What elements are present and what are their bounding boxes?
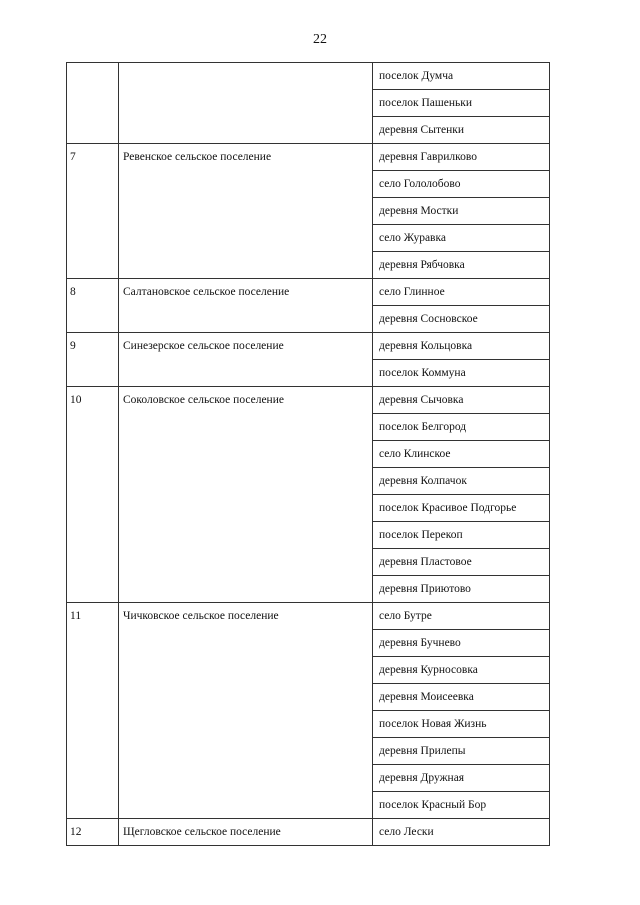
- locality-cell: [373, 549, 550, 576]
- locality-name: поселок Думча: [379, 70, 454, 82]
- locality-cell: [373, 306, 550, 333]
- row-number: 12: [70, 826, 82, 838]
- locality-cell: [373, 171, 550, 198]
- settlement-name: [119, 63, 372, 89]
- locality-cell: [373, 198, 550, 225]
- locality-name: деревня Рябчовка: [379, 259, 465, 271]
- table-row: [67, 63, 550, 90]
- locality-cell: [373, 576, 550, 603]
- locality-cell: [373, 738, 550, 765]
- row-number-cell: [67, 333, 119, 387]
- settlement-name-cell: [119, 333, 373, 387]
- locality-cell: [373, 684, 550, 711]
- table-row: [67, 144, 550, 171]
- locality-name: деревня Приютово: [379, 583, 471, 595]
- locality-cell: [373, 603, 550, 630]
- row-number: 9: [70, 340, 76, 352]
- settlement-name: Ревенское сельское поселение: [123, 151, 272, 163]
- settlements-table: [66, 62, 550, 846]
- row-number-cell: [67, 387, 119, 603]
- locality-name: деревня Курносовка: [379, 664, 478, 676]
- row-number: 7: [70, 151, 76, 163]
- locality-name: деревня Сытенки: [379, 124, 464, 136]
- locality-name: село Бутре: [379, 610, 432, 622]
- locality-cell: [373, 414, 550, 441]
- locality-cell: [373, 144, 550, 171]
- settlement-name-cell: [119, 387, 373, 603]
- locality-name: деревня Колпачок: [379, 475, 467, 487]
- locality-cell: [373, 657, 550, 684]
- locality-cell: [373, 387, 550, 414]
- row-number-cell: [67, 144, 119, 279]
- table-row: [67, 819, 550, 846]
- settlement-name: Щегловское сельское поселение: [123, 826, 281, 838]
- settlement-name: Чичковское сельское поселение: [123, 610, 279, 622]
- locality-cell: [373, 360, 550, 387]
- locality-name: деревня Прилепы: [379, 745, 466, 757]
- locality-cell: [373, 495, 550, 522]
- row-number: 11: [70, 610, 82, 622]
- locality-cell: [373, 468, 550, 495]
- locality-name: поселок Белгород: [379, 421, 467, 433]
- settlements-table-body: [67, 63, 550, 846]
- row-number: [67, 63, 118, 89]
- settlement-name: Салтановское сельское поселение: [123, 286, 290, 298]
- row-number-cell: [67, 819, 119, 846]
- locality-name: деревня Мостки: [379, 205, 459, 217]
- locality-name: село Клинское: [379, 448, 451, 460]
- locality-cell: [373, 252, 550, 279]
- settlement-name-cell: [119, 63, 373, 144]
- locality-name: поселок Красивое Подгорье: [379, 502, 517, 514]
- locality-name: поселок Красный Бор: [379, 799, 487, 811]
- row-number-cell: [67, 603, 119, 819]
- locality-name: село Глинное: [379, 286, 445, 298]
- table-row: [67, 279, 550, 306]
- locality-name: деревня Кольцовка: [379, 340, 473, 352]
- locality-cell: [373, 63, 550, 90]
- page-number: 22: [313, 32, 327, 47]
- settlement-name: Синезерское сельское поселение: [123, 340, 284, 352]
- locality-cell: [373, 333, 550, 360]
- row-number: 10: [70, 394, 82, 406]
- locality-name: деревня Гаврилково: [379, 151, 477, 163]
- table-row: [67, 603, 550, 630]
- locality-name: деревня Сосновское: [379, 313, 478, 325]
- locality-cell: [373, 819, 550, 846]
- locality-name: деревня Пластовое: [379, 556, 472, 568]
- locality-name: село Гололобово: [379, 178, 461, 190]
- row-number: 8: [70, 286, 76, 298]
- locality-name: деревня Моисеевка: [379, 691, 474, 703]
- locality-cell: [373, 441, 550, 468]
- locality-cell: [373, 711, 550, 738]
- locality-name: поселок Пашеньки: [379, 97, 472, 109]
- table-row: [67, 387, 550, 414]
- locality-cell: [373, 117, 550, 144]
- locality-cell: [373, 765, 550, 792]
- settlement-name-cell: [119, 603, 373, 819]
- locality-name: поселок Коммуна: [379, 367, 466, 379]
- locality-cell: [373, 792, 550, 819]
- locality-name: деревня Бучнево: [379, 637, 461, 649]
- locality-cell: [373, 630, 550, 657]
- table-row: [67, 333, 550, 360]
- locality-cell: [373, 522, 550, 549]
- locality-name: село Лески: [379, 826, 434, 838]
- settlement-name-cell: [119, 279, 373, 333]
- locality-name: поселок Новая Жизнь: [379, 718, 487, 730]
- locality-name: деревня Дружная: [379, 772, 465, 784]
- locality-cell: [373, 225, 550, 252]
- row-number-cell: [67, 63, 119, 144]
- locality-name: деревня Сычовка: [379, 394, 464, 406]
- settlement-name: Соколовское сельское поселение: [123, 394, 284, 406]
- settlement-name-cell: [119, 144, 373, 279]
- settlement-name-cell: [119, 819, 373, 846]
- locality-cell: [373, 279, 550, 306]
- locality-cell: [373, 90, 550, 117]
- locality-name: поселок Перекоп: [379, 529, 463, 541]
- locality-name: село Журавка: [379, 232, 447, 244]
- row-number-cell: [67, 279, 119, 333]
